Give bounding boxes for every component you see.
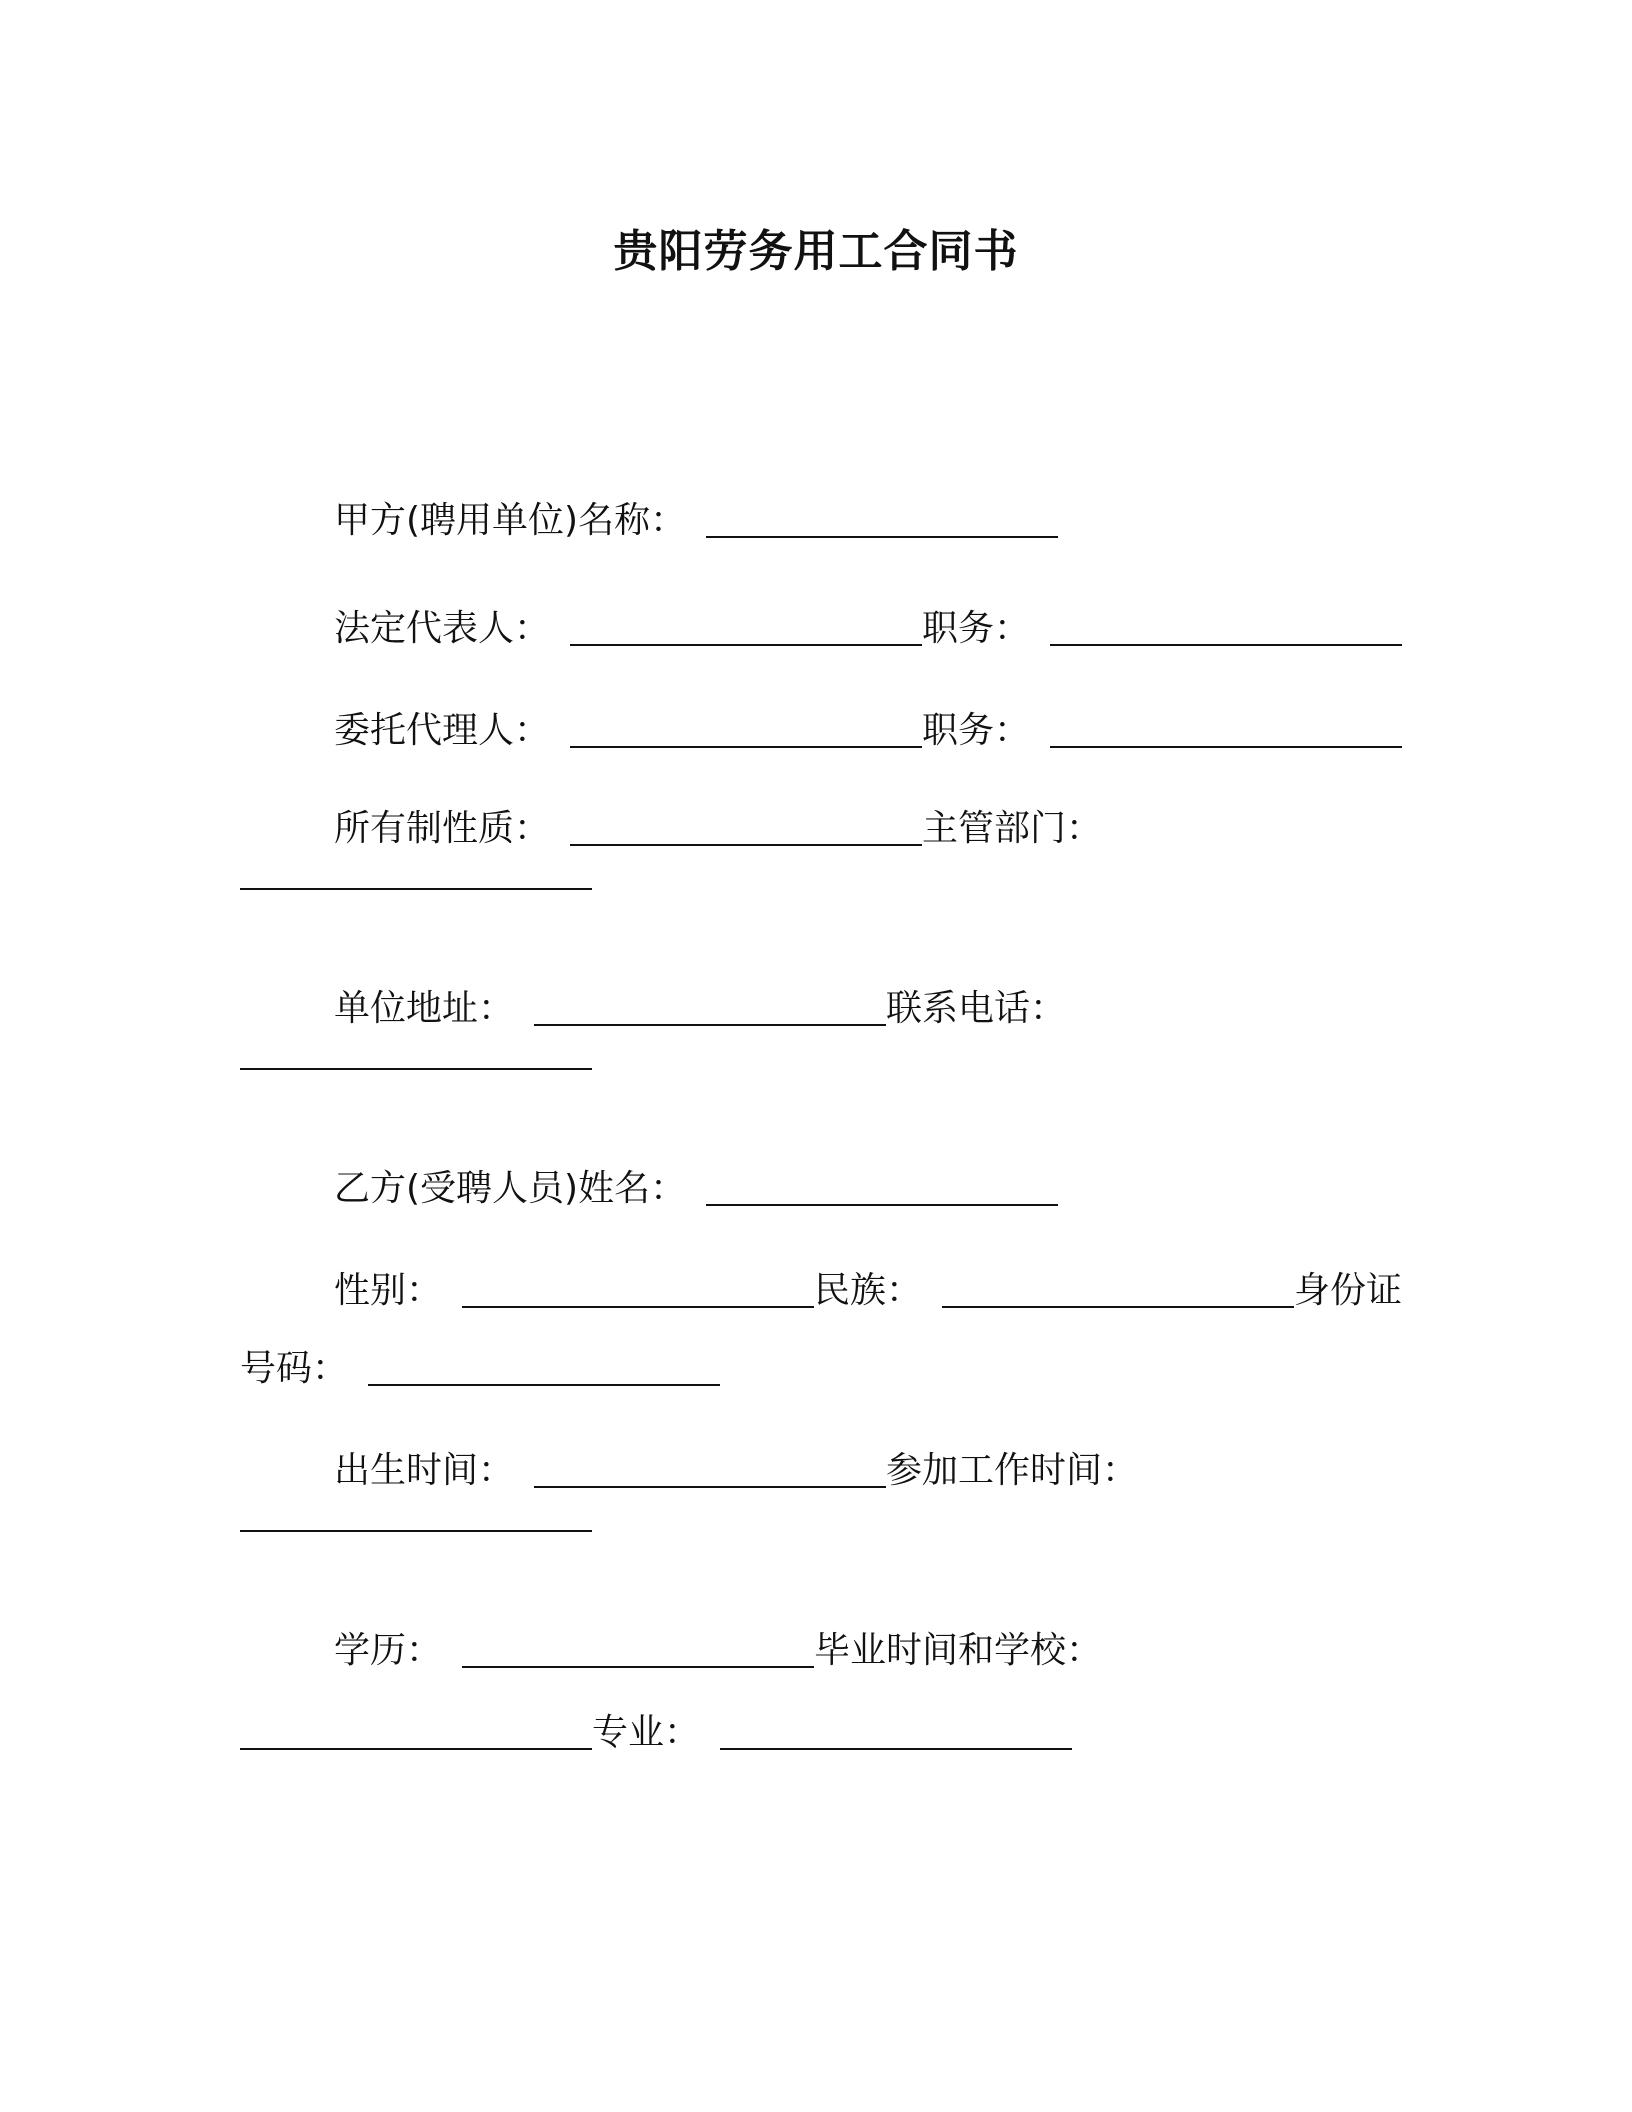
education-field[interactable] <box>462 1662 814 1668</box>
birth-row <box>334 1446 1138 1496</box>
phone-field[interactable] <box>240 1064 592 1070</box>
graduation-field[interactable] <box>240 1744 592 1750</box>
ownership-row <box>334 804 1102 854</box>
agent-field[interactable] <box>570 742 922 748</box>
graduation-label: 毕业时间和学校： <box>814 1630 1103 1671</box>
ownership-field[interactable] <box>570 840 922 846</box>
address-field[interactable] <box>534 1020 886 1026</box>
party-a-name-row <box>334 496 1058 546</box>
major-label: 专业： <box>592 1712 701 1753</box>
address-row <box>334 984 1066 1034</box>
legal-rep-label: 法定代表人： <box>334 608 551 649</box>
major-field[interactable] <box>720 1744 1072 1750</box>
agent-position-label: 职务： <box>922 710 1031 751</box>
legal-rep-position-field[interactable] <box>1050 640 1402 646</box>
id-row-cont <box>240 1344 720 1394</box>
legal-rep-position-label: 职务： <box>922 608 1031 649</box>
id-number-field[interactable] <box>368 1380 720 1386</box>
page-title: 贵阳劳务用工合同书 <box>613 226 1019 277</box>
legal-rep-row <box>334 604 1402 654</box>
party-b-name-row <box>334 1164 1058 1214</box>
party-b-name-field[interactable] <box>706 1200 1058 1206</box>
phone-label: 联系电话： <box>886 988 1067 1029</box>
phone-row-cont <box>240 1064 592 1078</box>
party-a-name-label: 甲方(聘用单位)名称： <box>334 500 687 541</box>
birth-label: 出生时间： <box>334 1450 515 1491</box>
gender-label: 性别： <box>334 1270 443 1311</box>
education-row <box>334 1626 1102 1676</box>
graduation-row-cont <box>240 1708 1072 1758</box>
authority-row-cont <box>240 884 592 898</box>
id-label-part2: 号码： <box>240 1348 349 1389</box>
work-start-label: 参加工作时间： <box>886 1450 1139 1491</box>
gender-row <box>334 1266 1402 1316</box>
ownership-label: 所有制性质： <box>334 808 551 849</box>
agent-position-field[interactable] <box>1050 742 1402 748</box>
party-b-name-label: 乙方(受聘人员)姓名： <box>334 1168 687 1209</box>
address-label: 单位地址： <box>334 988 515 1029</box>
authority-field[interactable] <box>240 884 592 890</box>
id-label-part1: 身份证 <box>1294 1270 1403 1311</box>
work-start-field[interactable] <box>240 1526 592 1532</box>
authority-label: 主管部门： <box>922 808 1103 849</box>
legal-rep-field[interactable] <box>570 640 922 646</box>
work-start-row-cont <box>240 1526 592 1540</box>
agent-label: 委托代理人： <box>334 710 551 751</box>
ethnicity-field[interactable] <box>942 1302 1294 1308</box>
education-label: 学历： <box>334 1630 443 1671</box>
ethnicity-label: 民族： <box>814 1270 923 1311</box>
birth-field[interactable] <box>534 1482 886 1488</box>
party-a-name-field[interactable] <box>706 532 1058 538</box>
agent-row <box>334 706 1402 756</box>
gender-field[interactable] <box>462 1302 814 1308</box>
